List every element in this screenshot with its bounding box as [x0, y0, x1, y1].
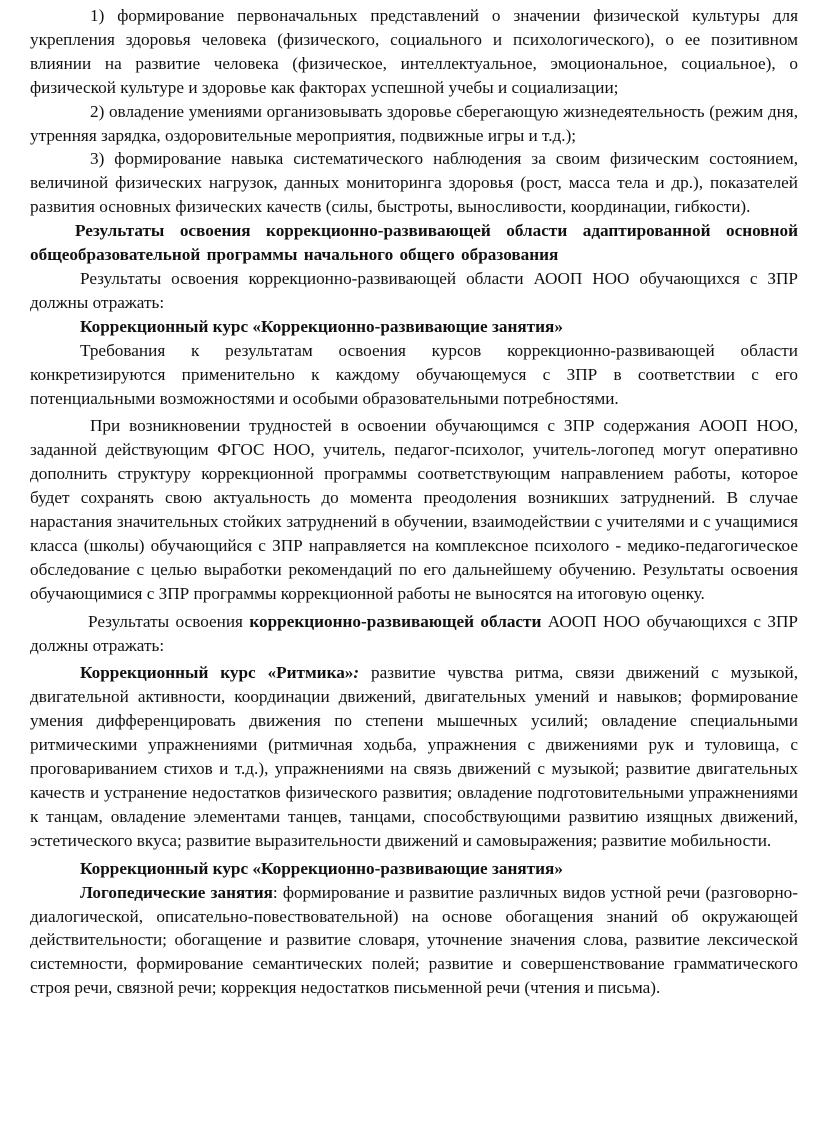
- list-item-2: 2) овладение умениями организовывать здоровье сберегающую жизнедеятельность (режим дня, утренняя зарядка, оздоровительные мероприятия, подвижные игры и т.д.);: [30, 101, 798, 145]
- results-text-post: АООП НОО обучающихся с ЗПР должны отражать:: [30, 611, 798, 655]
- course-paragraph-1: Требования к результатам освоения курсов коррекционно-развивающей области конкретизируются применительно к каждому обучающемуся с ЗПР в соответствии с его потенциальными возможностями и особыми образовательными потребностями.: [30, 340, 798, 408]
- speech-text: : формирование и развитие различных видов устной речи (разговорно-диалогической, описательно-повествовательной) на основе обогащения знаний об окружающей действительности; обогащение и развитие словаря, уточнение значения слова, развитие лексической системности, формирование семантических полей; развитие и совершенствование грамматического строя речи, связной речи; коррекция недостатков письменной речи (чтения и письма).: [30, 882, 798, 998]
- rhythm-title: Коррекционный курс «Ритмика»: [80, 663, 354, 683]
- speech-title: Логопедические занятия: [80, 882, 273, 902]
- document-page: [30, 4, 798, 1000]
- rhythm-colon: :: [353, 663, 360, 683]
- section-heading: Результаты освоения коррекционно-развивающей области адаптированной основной общеобразовательной программы начального общего образования: [30, 221, 798, 265]
- course-title-1: Коррекционный курс «Коррекционно-развивающие занятия»: [80, 316, 563, 336]
- results-text-bold: коррекционно-развивающей области: [249, 611, 542, 631]
- list-item-3: 3) формирование навыка систематического наблюдения за своим физическим состоянием, величиной физических нагрузок, данных мониторинга здоровья (рост, масса тела и др.), показателей развития основных физических качеств (силы, быстроты, выносливости, координации, гибкости).: [30, 149, 798, 217]
- rhythm-paragraph: [30, 661, 798, 852]
- section-intro: Результаты освоения коррекционно-развивающей области АООП НОО обучающихся с ЗПР должны отражать:: [30, 268, 798, 312]
- results-text-pre: Результаты освоения: [88, 611, 250, 631]
- course-paragraph-2: При возникновении трудностей в освоении обучающимся с ЗПР содержания АООП НОО, заданной действующим ФГОС НОО, учитель, педагог-психолог, учитель-логопед могут оперативно дополнить структуру коррекционной программы соответствующим направлением работы, которое будет сохранять свою актуальность до момента преодоления возникших затруднений. В случае нарастания значительных стойких затруднений в обучении, взаимодействии с учителями и с учащимися класса (школы) обучающийся с ЗПР направляется на комплексное психолого - медико-педагогическое обследование с целью выработки рекомендаций по его дальнейшему обучению. Результаты освоения обучающимися с ЗПР программы коррекционной работы не выносятся на итоговую оценку.: [30, 416, 798, 603]
- results-paragraph: [30, 610, 798, 658]
- course-title-2: Коррекционный курс «Коррекционно-развивающие занятия»: [80, 858, 563, 878]
- list-item-1: 1) формирование первоначальных представлений о значении физической культуры для укрепления здоровья человека (физического, социального и психологического), о ее позитивном влиянии на развитие человека (физическое, интеллектуальное, эмоциональное, социальное), о физической культуре и здоровье как факторах успешной учебы и социализации;: [30, 6, 798, 97]
- rhythm-text: развитие чувства ритма, связи движений с музыкой, двигательной активности, координации движений, двигательных умений и навыков; формирование умения дифференцировать движения по степени мышечных усилий; овладение специальными ритмическими упражнениями (ритмичная ходьба, упражнения с движениями рук и туловища, с проговариванием стихов и т.д.), упражнениями на связь движений с музыкой; развитие двигательных качеств и устранение недостатков физического развития; овладение подготовительными упражнениями к танцам, овладение элементами танцев, танцами, способствующими развитию изящных движений, эстетического вкуса; развитие выразительности движений и самовыражения; развитие мобильности.: [30, 663, 798, 850]
- speech-paragraph: [30, 881, 798, 1001]
